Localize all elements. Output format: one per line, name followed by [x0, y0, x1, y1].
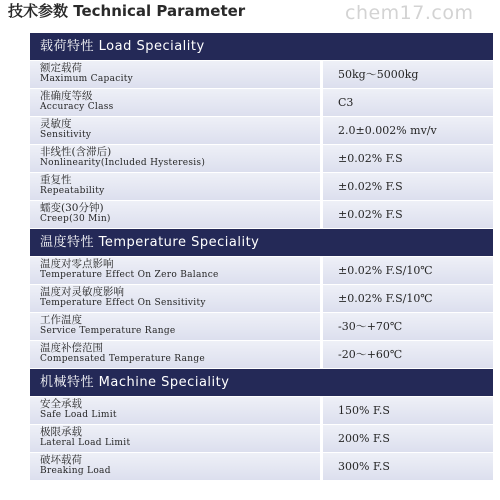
spec-value: ±0.02% F.S/10℃ [323, 285, 493, 313]
spec-label-cn: 破坏载荷 [40, 454, 82, 466]
spec-label [30, 145, 323, 173]
spec-value: 150% F.S [323, 397, 493, 425]
spec-label-cn: 工作温度 [40, 314, 82, 326]
spec-label-en: Temperature Effect On Sensitivity [40, 298, 206, 308]
spec-label-cn: 灵敏度 [40, 118, 72, 130]
spec-row [30, 117, 493, 145]
spec-label-cn: 准确度等级 [40, 90, 93, 102]
spec-label [30, 397, 323, 425]
spec-row [30, 89, 493, 117]
spec-row [30, 257, 493, 285]
section-header-temperature: 温度特性 Temperature Speciality [30, 229, 493, 257]
spec-row [30, 61, 493, 89]
spec-label [30, 285, 323, 313]
spec-row [30, 145, 493, 173]
spec-label [30, 173, 323, 201]
section-header-load: 载荷特性 Load Speciality [30, 33, 493, 61]
spec-label [30, 117, 323, 145]
spec-label-en: Repeatability [40, 186, 105, 196]
spec-value: 2.0±0.002% mv/v [323, 117, 493, 145]
spec-value: ±0.02% F.S [323, 173, 493, 201]
spec-label-en: Lateral Load Limit [40, 438, 131, 448]
spec-value: ±0.02% F.S [323, 201, 493, 229]
spec-label-en: Compensated Temperature Range [40, 354, 206, 364]
spec-label-cn: 重复性 [40, 174, 72, 186]
spec-label-en: Breaking Load [40, 466, 111, 476]
page-title: 技术参数 Technical Parameter [8, 2, 246, 20]
spec-label [30, 61, 323, 89]
spec-label [30, 201, 323, 229]
spec-label-cn: 安全承载 [40, 398, 82, 410]
spec-value: 200% F.S [323, 425, 493, 453]
spec-label-cn: 温度对灵敏度影响 [40, 286, 124, 298]
spec-label [30, 257, 323, 285]
spec-label-en: Accuracy Class [40, 102, 114, 112]
spec-label-en: Maximum Capacity [40, 74, 134, 84]
spec-value: ±0.02% F.S [323, 145, 493, 173]
spec-label-en: Safe Load Limit [40, 410, 117, 420]
spec-label-cn: 额定载荷 [40, 62, 82, 74]
spec-label [30, 89, 323, 117]
spec-value: -30～+70℃ [323, 313, 493, 341]
spec-label-en: Creep(30 Min) [40, 214, 111, 224]
spec-value: 50kg～5000kg [323, 61, 493, 89]
spec-value: -20～+60℃ [323, 341, 493, 369]
spec-label [30, 313, 323, 341]
spec-label-en: Temperature Effect On Zero Balance [40, 270, 219, 280]
spec-row [30, 397, 493, 425]
spec-label-cn: 温度对零点影响 [40, 258, 114, 270]
spec-row [30, 173, 493, 201]
spec-row [30, 285, 493, 313]
spec-label-cn: 极限承载 [40, 426, 82, 438]
spec-value: 300% F.S [323, 453, 493, 481]
section-header-machine: 机械特性 Machine Speciality [30, 369, 493, 397]
spec-label-en: Service Temperature Range [40, 326, 176, 336]
spec-label [30, 425, 323, 453]
watermark: chem17.com [345, 2, 474, 24]
spec-row [30, 201, 493, 229]
spec-label-cn: 蠕变(30分钟) [40, 202, 104, 214]
spec-row [30, 425, 493, 453]
spec-label [30, 453, 323, 481]
spec-label-cn: 非线性(含滞后) [40, 146, 112, 158]
spec-label [30, 341, 323, 369]
spec-label-en: Nonlinearity(Included Hysteresis) [40, 158, 206, 168]
spec-label-cn: 温度补偿范围 [40, 342, 103, 354]
spec-table [30, 33, 493, 500]
spec-label-en: Sensitivity [40, 130, 92, 140]
spec-value: ±0.02% F.S/10℃ [323, 257, 493, 285]
spec-row [30, 313, 493, 341]
spec-row [30, 453, 493, 481]
spec-row [30, 341, 493, 369]
spec-value: C3 [323, 89, 493, 117]
